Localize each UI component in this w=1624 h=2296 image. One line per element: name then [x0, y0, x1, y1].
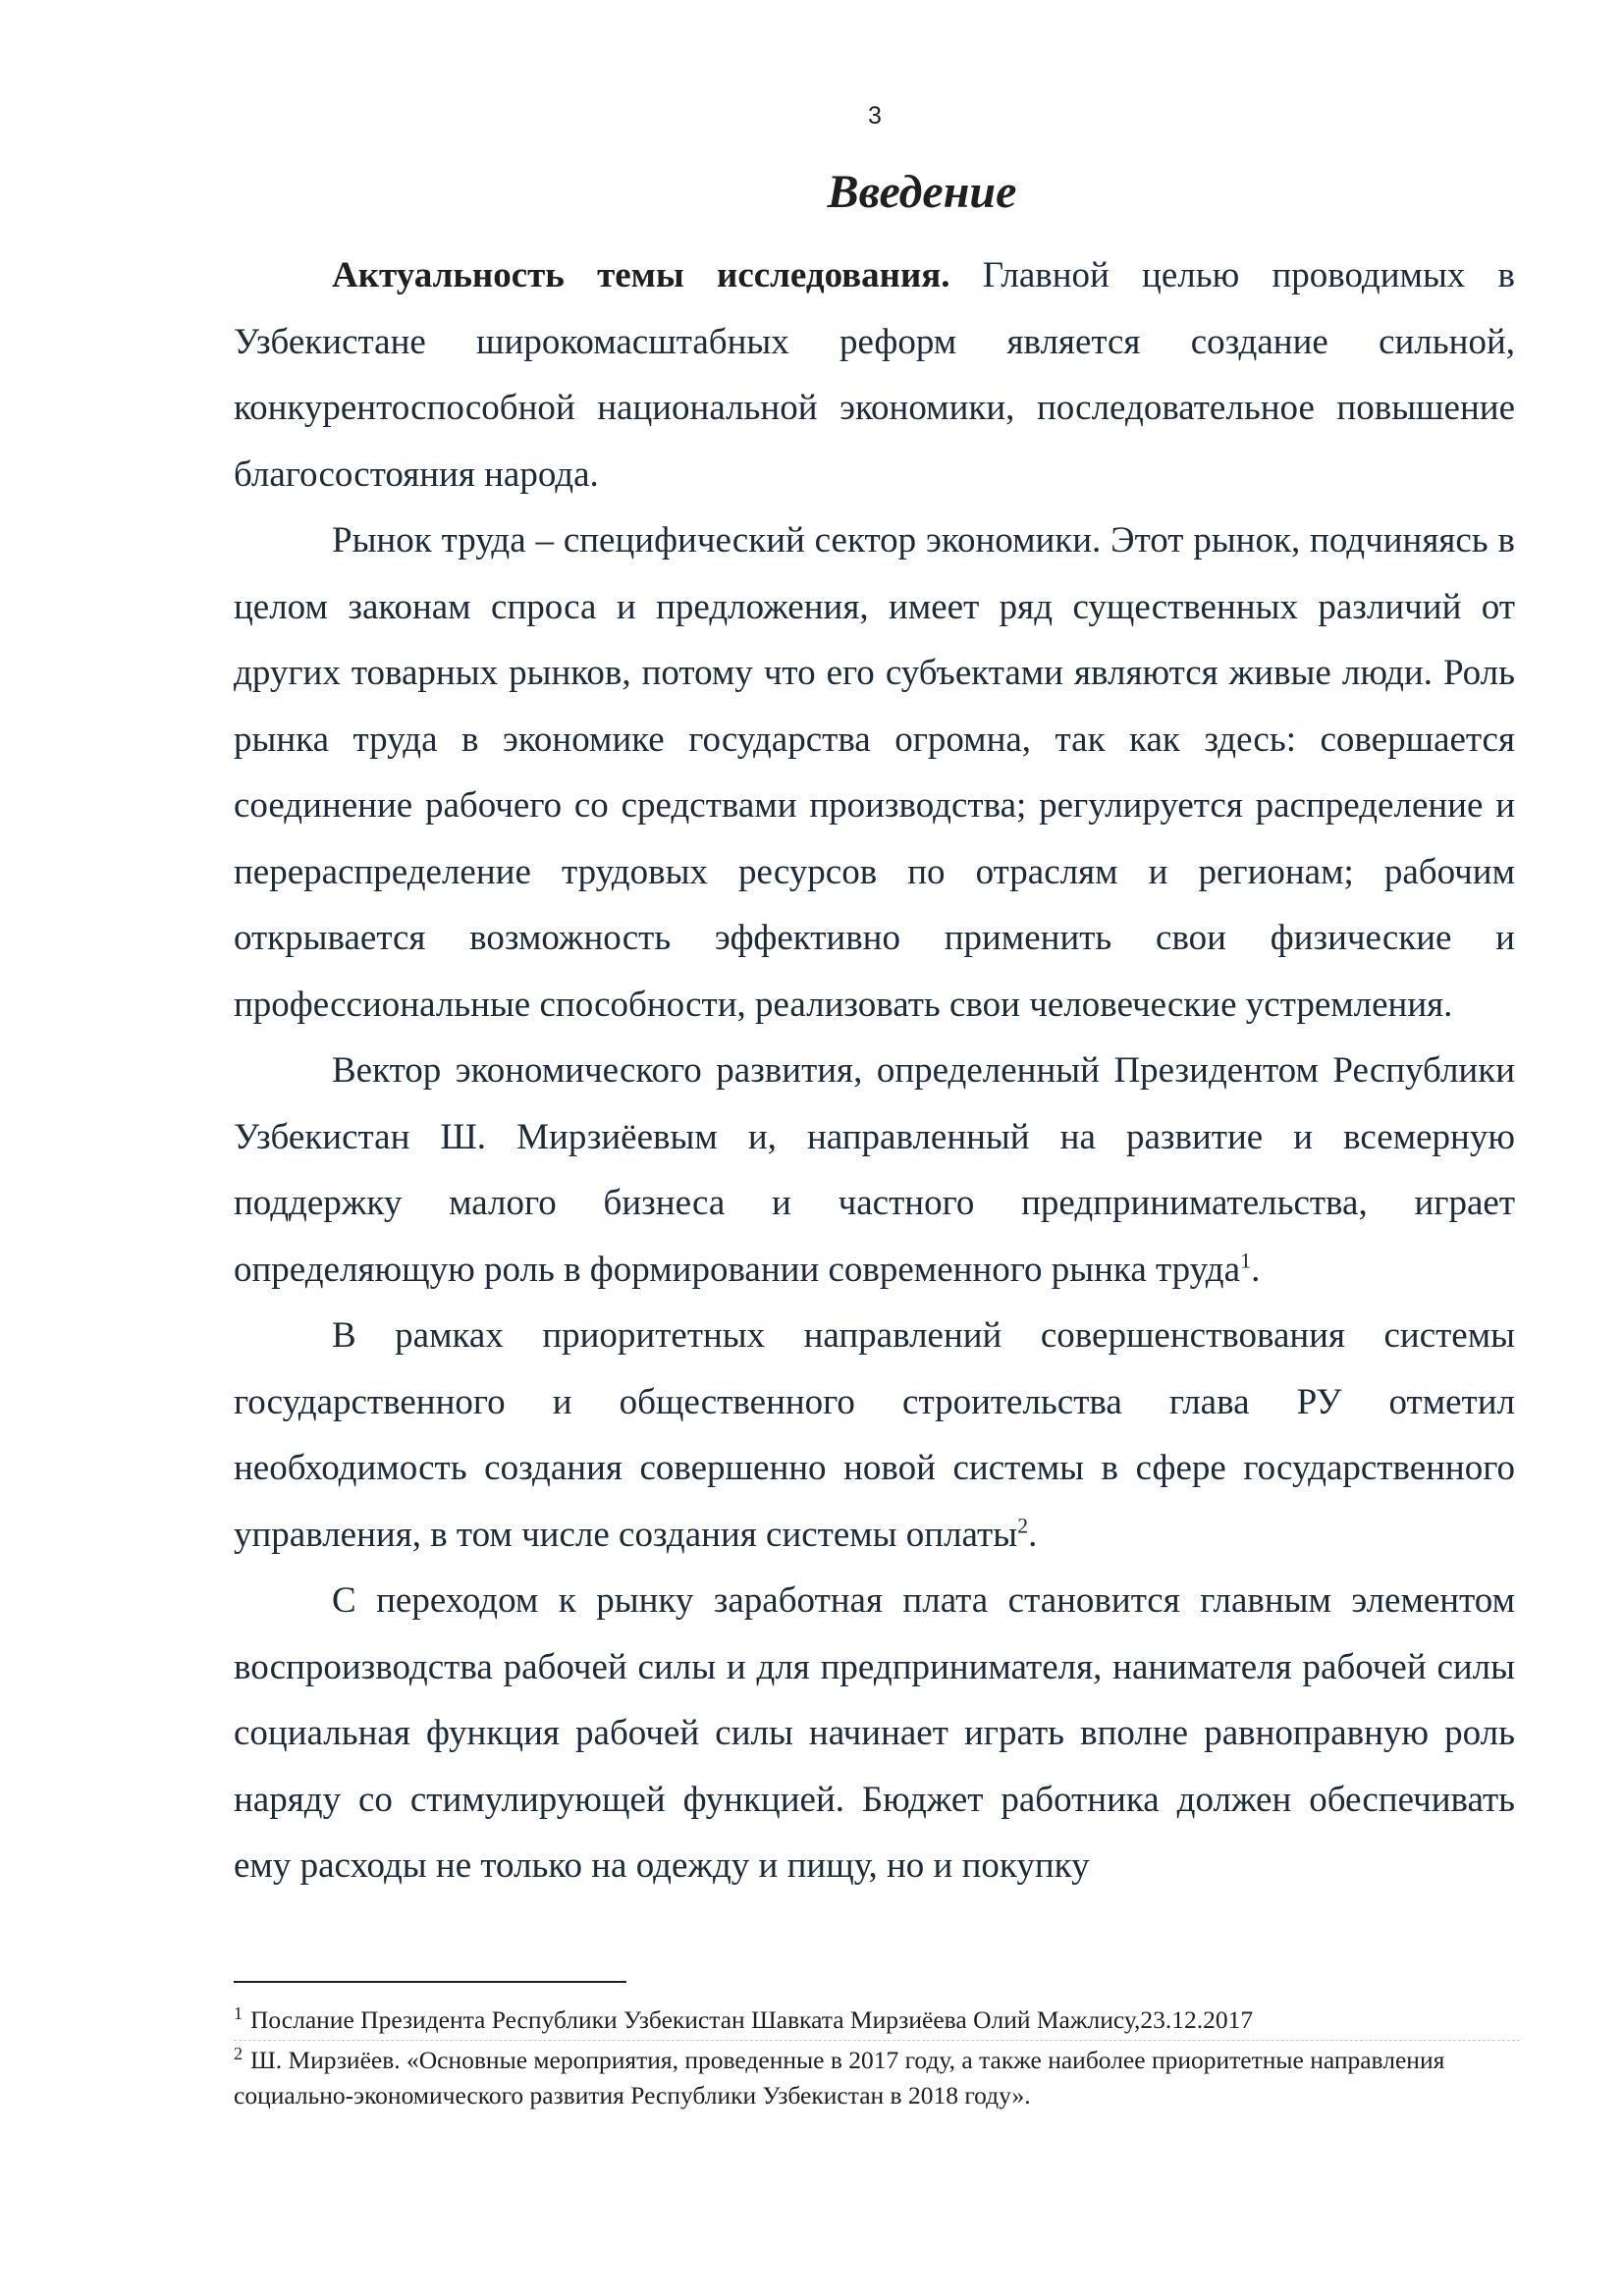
footnote-text: Ш. Мирзиёев. «Основные мероприятия, проведенные в 2017 году, а также наиболее приоритетные направления социально-экономического развития Республики Узбекистан в 2018 году».	[234, 2046, 1445, 2109]
paragraph-text: Главной целью проводимых в Узбекистане широкомасштабных реформ является создание сильной, конкурентоспособной национальной экономики, последовательное повышение благосостояния народа.	[234, 255, 1515, 495]
footnote-reference: 1	[1240, 1248, 1252, 1273]
paragraph-text: С переходом к рынку заработная плата становится главным элементом воспроизводства рабочей силы и для предпринимателя, нанимателя рабочей силы социальная функция рабочей силы начинает играть вполне равноправную роль наряду со стимулирующей функцией. Бюджет работника должен обеспечивать ему расходы не только на одежду и пищу, но и покупку	[234, 1580, 1515, 1886]
footnote-text: Послание Президента Республики Узбекистан Шавката Мирзиёева Олий Мажлису,23.12.2017	[250, 2005, 1254, 2034]
paragraph-priorities	[234, 1303, 1515, 1568]
paragraph-relevance	[234, 242, 1515, 507]
footnote-separator	[234, 1981, 626, 1983]
paragraph-wages	[234, 1568, 1515, 1899]
document-body	[234, 242, 1515, 1899]
paragraph-lead: Актуальность темы исследования.	[332, 255, 950, 295]
paragraph-labor-market	[234, 507, 1515, 1038]
paragraph-text: В рамках приоритетных направлений совершенствования системы государственного и общественного строительства глава РУ отметил необходимость создания совершенно новой системы в сфере государственного управления, в том числе создания системы оплаты	[234, 1315, 1515, 1555]
footnote-mark: 2	[234, 2043, 243, 2063]
footnote-item	[234, 2002, 1520, 2041]
paragraph-text: Рынок труда – специфический сектор экономики. Этот рынок, подчиняясь в целом законам спроса и предложения, имеет ряд существенных различий от других товарных рынков, потому что его субъектами являются живые люди. Роль рынка труда в экономике государства огромна, так как здесь: совершается соединение рабочего со средствами производства; регулируется распределение и перераспределение трудовых ресурсов по отраслям и регионам; рабочим открывается возможность эффективно применить свои физические и профессиональные способности, реализовать свои человеческие устремления.	[234, 520, 1515, 1025]
footnote-mark: 1	[234, 2002, 243, 2023]
paragraph-tail: .	[1028, 1514, 1038, 1555]
page-number: 3	[868, 102, 882, 130]
footnote-reference: 2	[1017, 1513, 1029, 1538]
page-title: Введение	[827, 166, 1017, 218]
footnote-item	[234, 2043, 1520, 2113]
paragraph-economic-vector	[234, 1038, 1515, 1303]
paragraph-tail: .	[1251, 1249, 1261, 1290]
paragraph-text: Вектор экономического развития, определенный Президентом Республики Узбекистан Ш. Мирзиёевым и, направленный на развитие и всемерную поддержку малого бизнеса и частного предпринимательства, играет определяющую роль в формировании современного рынка труда	[234, 1050, 1515, 1290]
footnotes	[234, 2002, 1520, 2113]
